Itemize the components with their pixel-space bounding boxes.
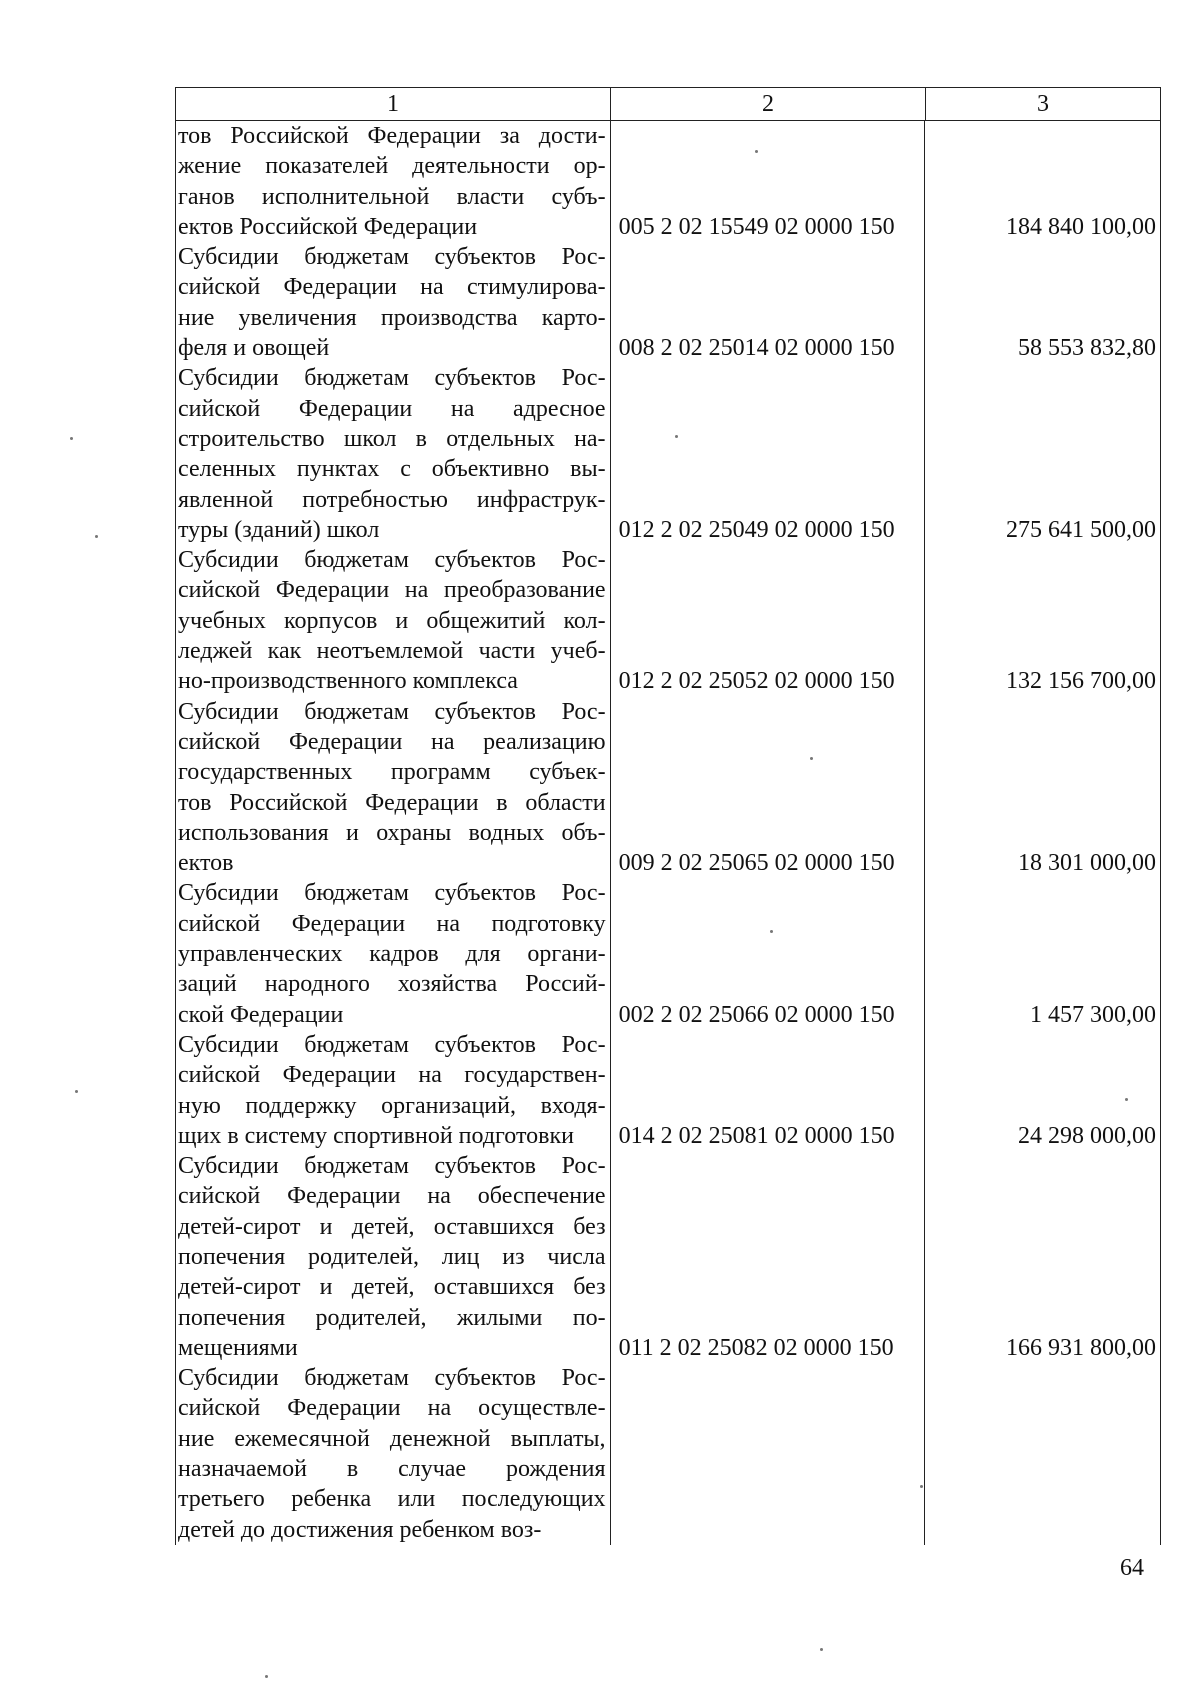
description-line: ние ежемесячной денежной выплаты, — [178, 1425, 606, 1452]
amount-value: 166 931 800,00 — [1006, 1334, 1156, 1361]
description-line: сийской Федерации на государствен- — [178, 1062, 606, 1089]
row-amount — [925, 545, 1160, 696]
scan-speck — [820, 1648, 823, 1651]
scan-speck — [75, 1090, 78, 1093]
table-row — [176, 121, 1160, 242]
row-amount — [925, 878, 1160, 1029]
scan-speck — [920, 1485, 923, 1488]
description-line: жение показателей деятельности ор- — [178, 153, 606, 180]
scan-speck — [1125, 1098, 1128, 1101]
row-description — [176, 121, 611, 242]
row-description — [176, 1363, 611, 1545]
table-row — [176, 1151, 1160, 1363]
description-line: попечения родителей, жилыми по- — [178, 1304, 606, 1331]
description-line: ектов Российской Федерации — [178, 213, 478, 240]
description-line: детей-сирот и детей, оставшихся без — [178, 1213, 606, 1240]
description-line: Субсидии бюджетам субъектов Рос- — [178, 698, 606, 725]
table-row — [176, 878, 1160, 1029]
row-amount — [925, 697, 1160, 879]
amount-value: 24 298 000,00 — [1018, 1122, 1156, 1149]
table-row — [176, 1030, 1160, 1151]
description-line: феля и овощей — [178, 335, 330, 362]
table-row — [176, 697, 1160, 879]
description-line: учебных корпусов и общежитий кол- — [178, 607, 606, 634]
description-line: Субсидии бюджетам субъектов Рос- — [178, 365, 606, 392]
table-row — [176, 363, 1160, 545]
row-amount — [925, 1030, 1160, 1151]
description-line: туры (зданий) школ — [178, 516, 380, 543]
budget-table — [175, 87, 1161, 1545]
description-line: сийской Федерации на осуществле- — [178, 1395, 606, 1422]
description-line: селенных пунктах с объективно вы- — [178, 456, 606, 483]
header-col-2: 2 — [611, 88, 926, 120]
scan-speck — [770, 930, 773, 933]
description-line: Субсидии бюджетам субъектов Рос- — [178, 1153, 606, 1180]
description-line: заций народного хозяйства Россий- — [178, 971, 606, 998]
description-line: мещениями — [178, 1334, 298, 1361]
budget-code: 012 2 02 25052 02 0000 150 — [618, 668, 895, 695]
description-line: Субсидии бюджетам субъектов Рос- — [178, 880, 606, 907]
budget-code: 008 2 02 25014 02 0000 150 — [618, 335, 895, 362]
row-code — [611, 363, 926, 545]
row-amount — [925, 1151, 1160, 1363]
row-amount — [925, 121, 1160, 242]
description-line: попечения родителей, лиц из числа — [178, 1243, 606, 1270]
scan-speck — [95, 535, 98, 538]
budget-code: 012 2 02 25049 02 0000 150 — [618, 516, 895, 543]
budget-code: 002 2 02 25066 02 0000 150 — [618, 1001, 895, 1028]
row-description — [176, 363, 611, 545]
description-line: сийской Федерации на реализацию — [178, 728, 606, 755]
row-amount — [925, 1363, 1160, 1545]
table-row — [176, 1363, 1160, 1545]
budget-code: 011 2 02 25082 02 0000 150 — [618, 1334, 894, 1361]
description-line: детей до достижения ребенком воз- — [178, 1516, 542, 1543]
description-line: явленной потребностью инфраструк- — [178, 486, 606, 513]
description-line: сийской Федерации на обеспечение — [178, 1183, 606, 1210]
table-body — [176, 121, 1161, 1545]
description-line: Субсидии бюджетам субъектов Рос- — [178, 1365, 606, 1392]
description-line: детей-сирот и детей, оставшихся без — [178, 1274, 606, 1301]
amount-value: 132 156 700,00 — [1006, 668, 1156, 695]
description-line: Субсидии бюджетам субъектов Рос- — [178, 244, 606, 271]
amount-value: 18 301 000,00 — [1018, 850, 1156, 877]
row-code — [611, 1030, 926, 1151]
scan-speck — [810, 757, 813, 760]
description-line: тов Российской Федерации за дости- — [178, 123, 606, 149]
description-line: Субсидии бюджетам субъектов Рос- — [178, 547, 606, 574]
description-line: ской Федерации — [178, 1001, 344, 1028]
description-line: сийской Федерации на адресное — [178, 395, 606, 422]
scan-speck — [675, 435, 678, 438]
row-code — [611, 697, 926, 879]
row-code — [611, 121, 926, 242]
scan-speck — [70, 437, 73, 440]
header-col-1: 1 — [176, 88, 611, 120]
budget-code: 005 2 02 15549 02 0000 150 — [618, 213, 895, 240]
row-code — [611, 1151, 926, 1363]
description-line: строительство школ в отдельных на- — [178, 425, 606, 452]
amount-value: 184 840 100,00 — [1006, 213, 1156, 240]
row-description — [176, 697, 611, 879]
scan-speck — [265, 1675, 268, 1678]
amount-value: 58 553 832,80 — [1018, 335, 1156, 362]
description-line: тов Российской Федерации в области — [178, 789, 606, 816]
row-description — [176, 545, 611, 696]
row-description — [176, 242, 611, 363]
budget-code: 009 2 02 25065 02 0000 150 — [618, 850, 895, 877]
description-line: леджей как неотъемлемой части учеб- — [178, 638, 606, 665]
row-code — [611, 242, 926, 363]
description-line: управленческих кадров для органи- — [178, 941, 606, 968]
description-line: ектов — [178, 850, 234, 877]
amount-value: 275 641 500,00 — [1006, 516, 1156, 543]
table-body-grid — [176, 121, 1161, 1545]
budget-code: 014 2 02 25081 02 0000 150 — [618, 1122, 895, 1149]
table-header — [176, 87, 1161, 121]
description-line: сийской Федерации на преобразование — [178, 577, 606, 604]
row-code — [611, 878, 926, 1029]
description-line: сийской Федерации на подготовку — [178, 910, 606, 937]
description-line: использования и охраны водных объ- — [178, 819, 606, 846]
row-amount — [925, 242, 1160, 363]
row-code — [611, 545, 926, 696]
scan-speck — [755, 150, 758, 153]
description-line: третьего ребенка или последующих — [178, 1486, 606, 1513]
row-description — [176, 1151, 611, 1363]
amount-value: 1 457 300,00 — [1030, 1001, 1156, 1028]
description-line: ганов исполнительной власти субъ- — [178, 183, 606, 210]
description-line: Субсидии бюджетам субъектов Рос- — [178, 1031, 606, 1058]
row-code — [611, 1363, 926, 1545]
page-number: 64 — [1120, 1555, 1144, 1581]
row-description — [176, 878, 611, 1029]
table-row — [176, 545, 1160, 696]
header-col-3: 3 — [926, 88, 1161, 120]
description-line: но-производственного комплекса — [178, 668, 518, 695]
table-row — [176, 242, 1160, 363]
description-line: назначаемой в случае рождения — [178, 1456, 606, 1483]
description-line: ную поддержку организаций, входя- — [178, 1092, 606, 1119]
row-description — [176, 1030, 611, 1151]
description-line: государственных программ субъек- — [178, 759, 606, 786]
description-line: ние увеличения производства карто- — [178, 304, 606, 331]
description-line: щих в систему спортивной подготовки — [178, 1122, 574, 1149]
description-line: сийской Федерации на стимулирова- — [178, 274, 606, 301]
row-amount — [925, 363, 1160, 545]
